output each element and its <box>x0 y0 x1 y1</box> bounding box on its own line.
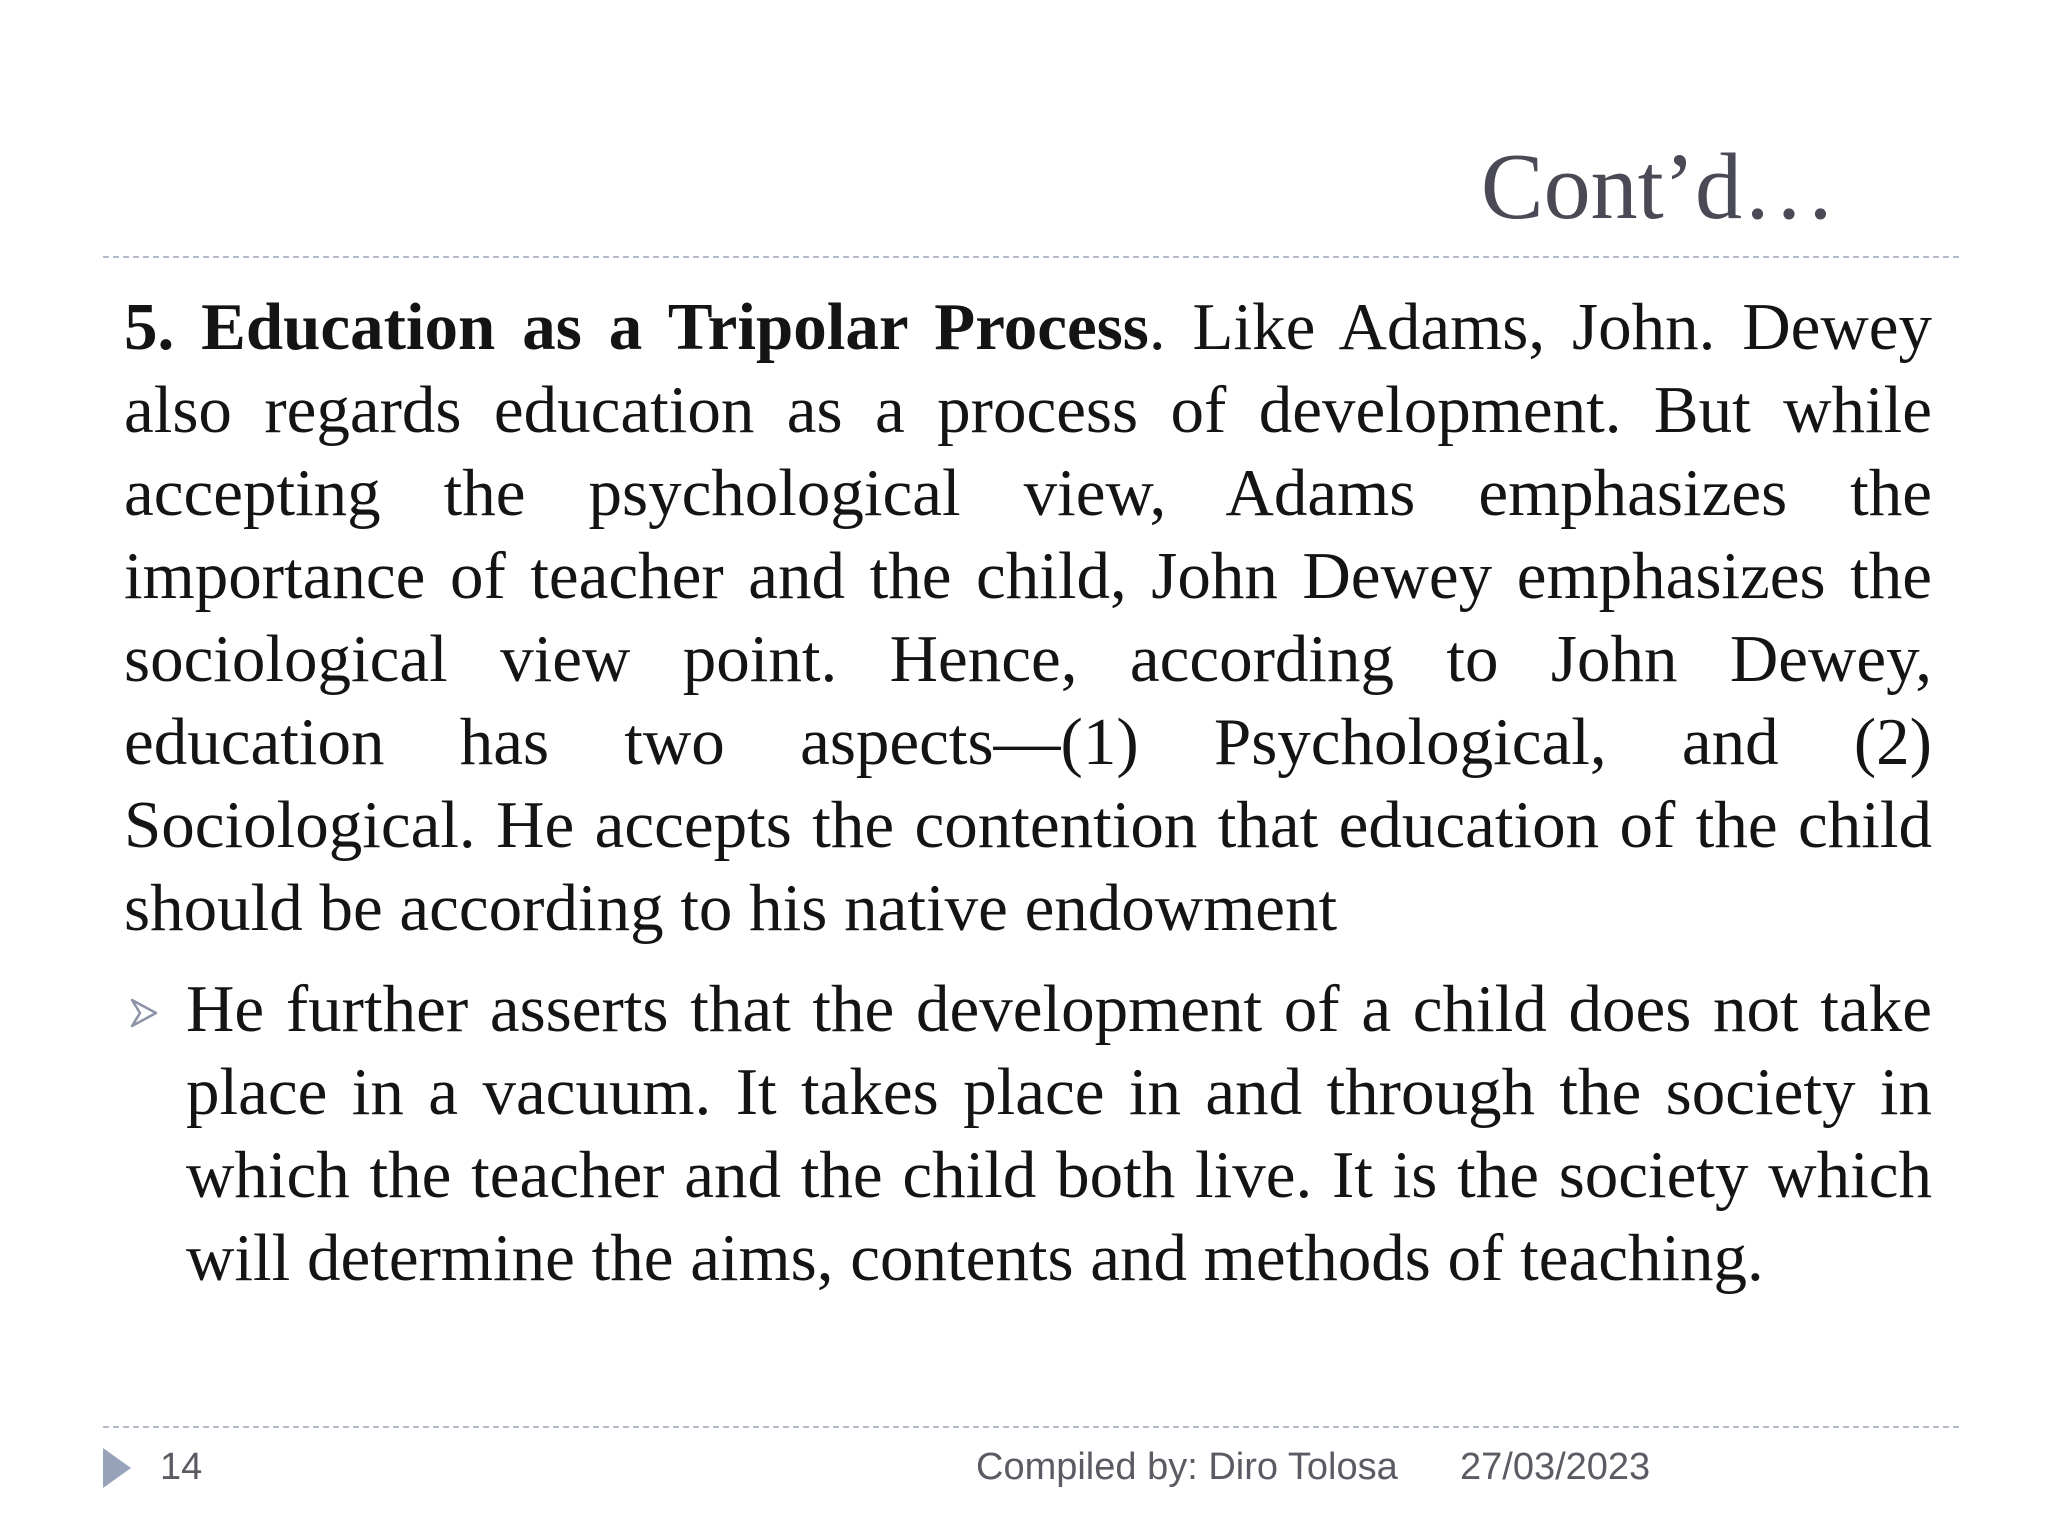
slide-body <box>124 286 1932 1300</box>
footer-divider <box>103 1426 1959 1428</box>
arrowhead-bullet-icon <box>130 998 158 1028</box>
page-number: 14 <box>160 1446 203 1488</box>
paragraph-lead: 5. Education as a Tripolar Process <box>124 290 1149 364</box>
paragraph-text: . Like Adams, John. Dewey also regards education as a process of development. But while accepting the psychological view, Adams emphasizes the importance of teacher and the child, John Dewey emphasizes the sociological view point. Hence, according to John Dewey, education has two aspects—(1) Psychological, and (2) Sociological. He accepts the contention that education of the child should be according to his native endowment <box>124 290 1932 945</box>
slide-title: Cont’d… <box>1480 135 1836 239</box>
title-divider <box>103 256 1959 258</box>
slide-date: 27/03/2023 <box>1460 1446 1651 1488</box>
bullet-item <box>124 968 1932 1300</box>
compiled-by: Compiled by: Diro Tolosa <box>976 1446 1398 1488</box>
triangle-play-icon <box>103 1448 131 1488</box>
footer <box>0 1438 2048 1498</box>
bullet-text: He further asserts that the development of a child does not take place in a vacuum. It takes place in and through the society in which the teacher and the child both live. It is the society which will determine the aims, contents and methods of teaching. <box>186 972 1932 1295</box>
main-paragraph <box>124 286 1932 950</box>
